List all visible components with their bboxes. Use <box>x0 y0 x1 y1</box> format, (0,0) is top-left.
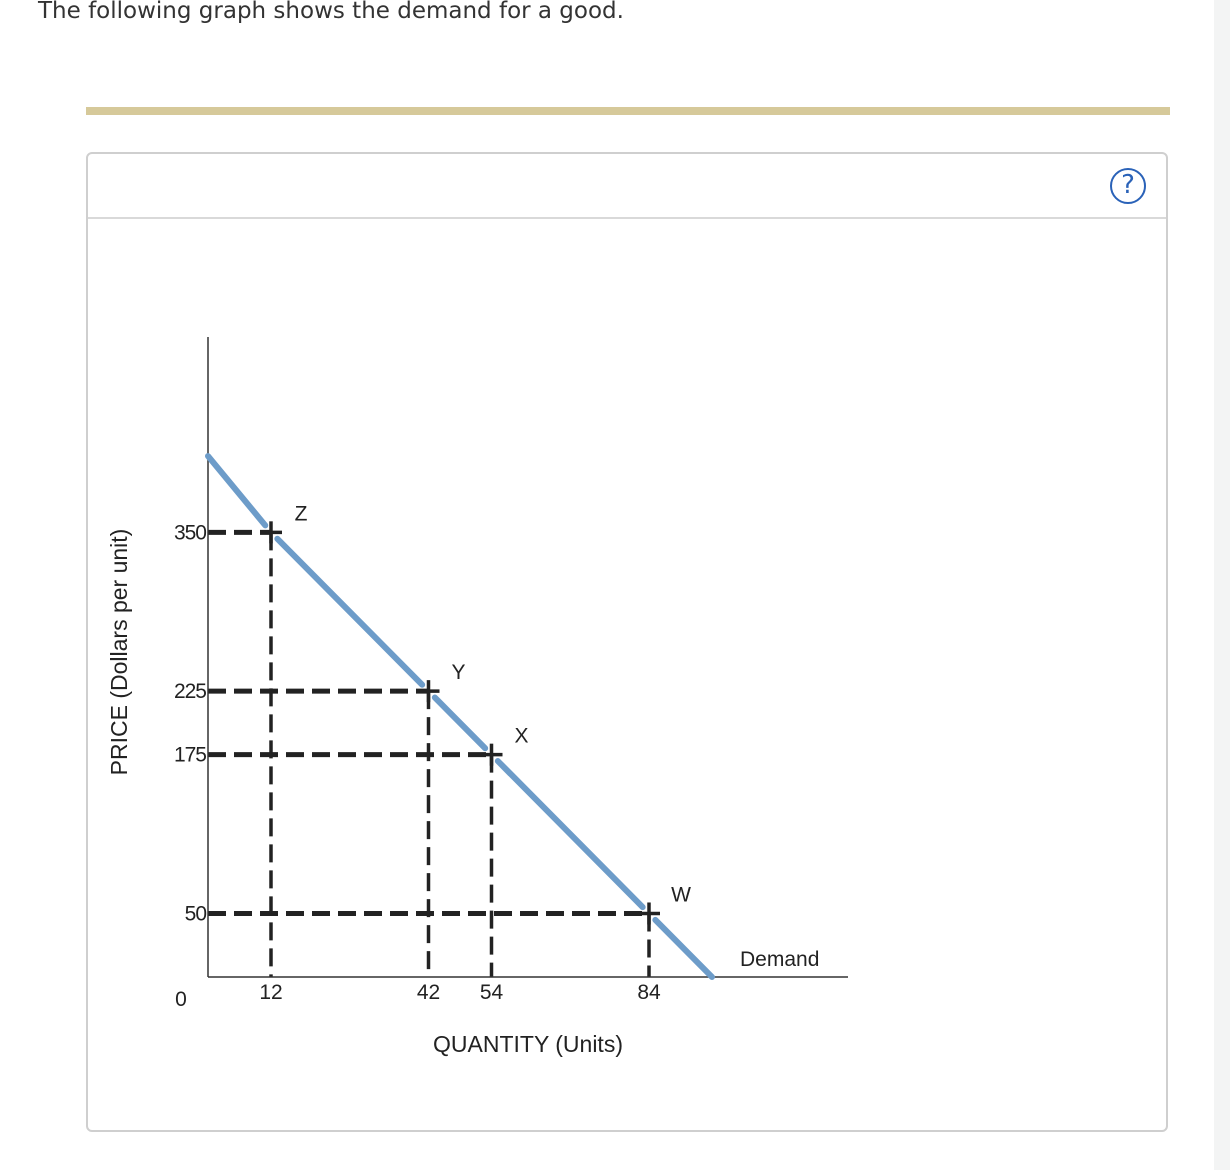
point-label-w: W <box>671 883 691 907</box>
x-tick-label-42: 42 <box>416 981 441 1004</box>
demand-segment-2 <box>435 698 485 749</box>
y-tick-label-225: 225 <box>173 680 206 704</box>
x-tick-label-12: 12 <box>259 981 283 1004</box>
y-axis-title: PRICE (Dollars per unit) <box>106 528 132 776</box>
x-tick-label-84: 84 <box>637 981 661 1004</box>
origin-label: 0 <box>175 988 187 1011</box>
y-tick-label-175: 175 <box>173 743 206 767</box>
point-label-y: Y <box>451 661 466 685</box>
y-tick-label-50: 50 <box>184 902 206 926</box>
demand-segment-1 <box>277 539 422 685</box>
guide-lines <box>208 532 649 977</box>
y-tick-label-350: 350 <box>173 521 206 545</box>
point-label-x: X <box>514 724 529 748</box>
series-label-demand: Demand <box>740 948 820 971</box>
x-tick-label-54: 54 <box>479 981 504 1004</box>
x-axis-title: QUANTITY (Units) <box>433 1031 623 1057</box>
point-markers <box>260 502 691 924</box>
demand-segment-3 <box>498 761 643 907</box>
question-icon: ? <box>1121 170 1135 200</box>
y-axis-ticks <box>174 521 206 925</box>
x-axis-ticks <box>259 981 661 1004</box>
question-prompt: The following graph shows the demand for a good. <box>38 0 624 24</box>
demand-segment-4 <box>655 920 712 977</box>
point-label-z: Z <box>294 502 308 526</box>
demand-segment-0 <box>208 456 265 525</box>
demand-curve <box>208 456 712 977</box>
